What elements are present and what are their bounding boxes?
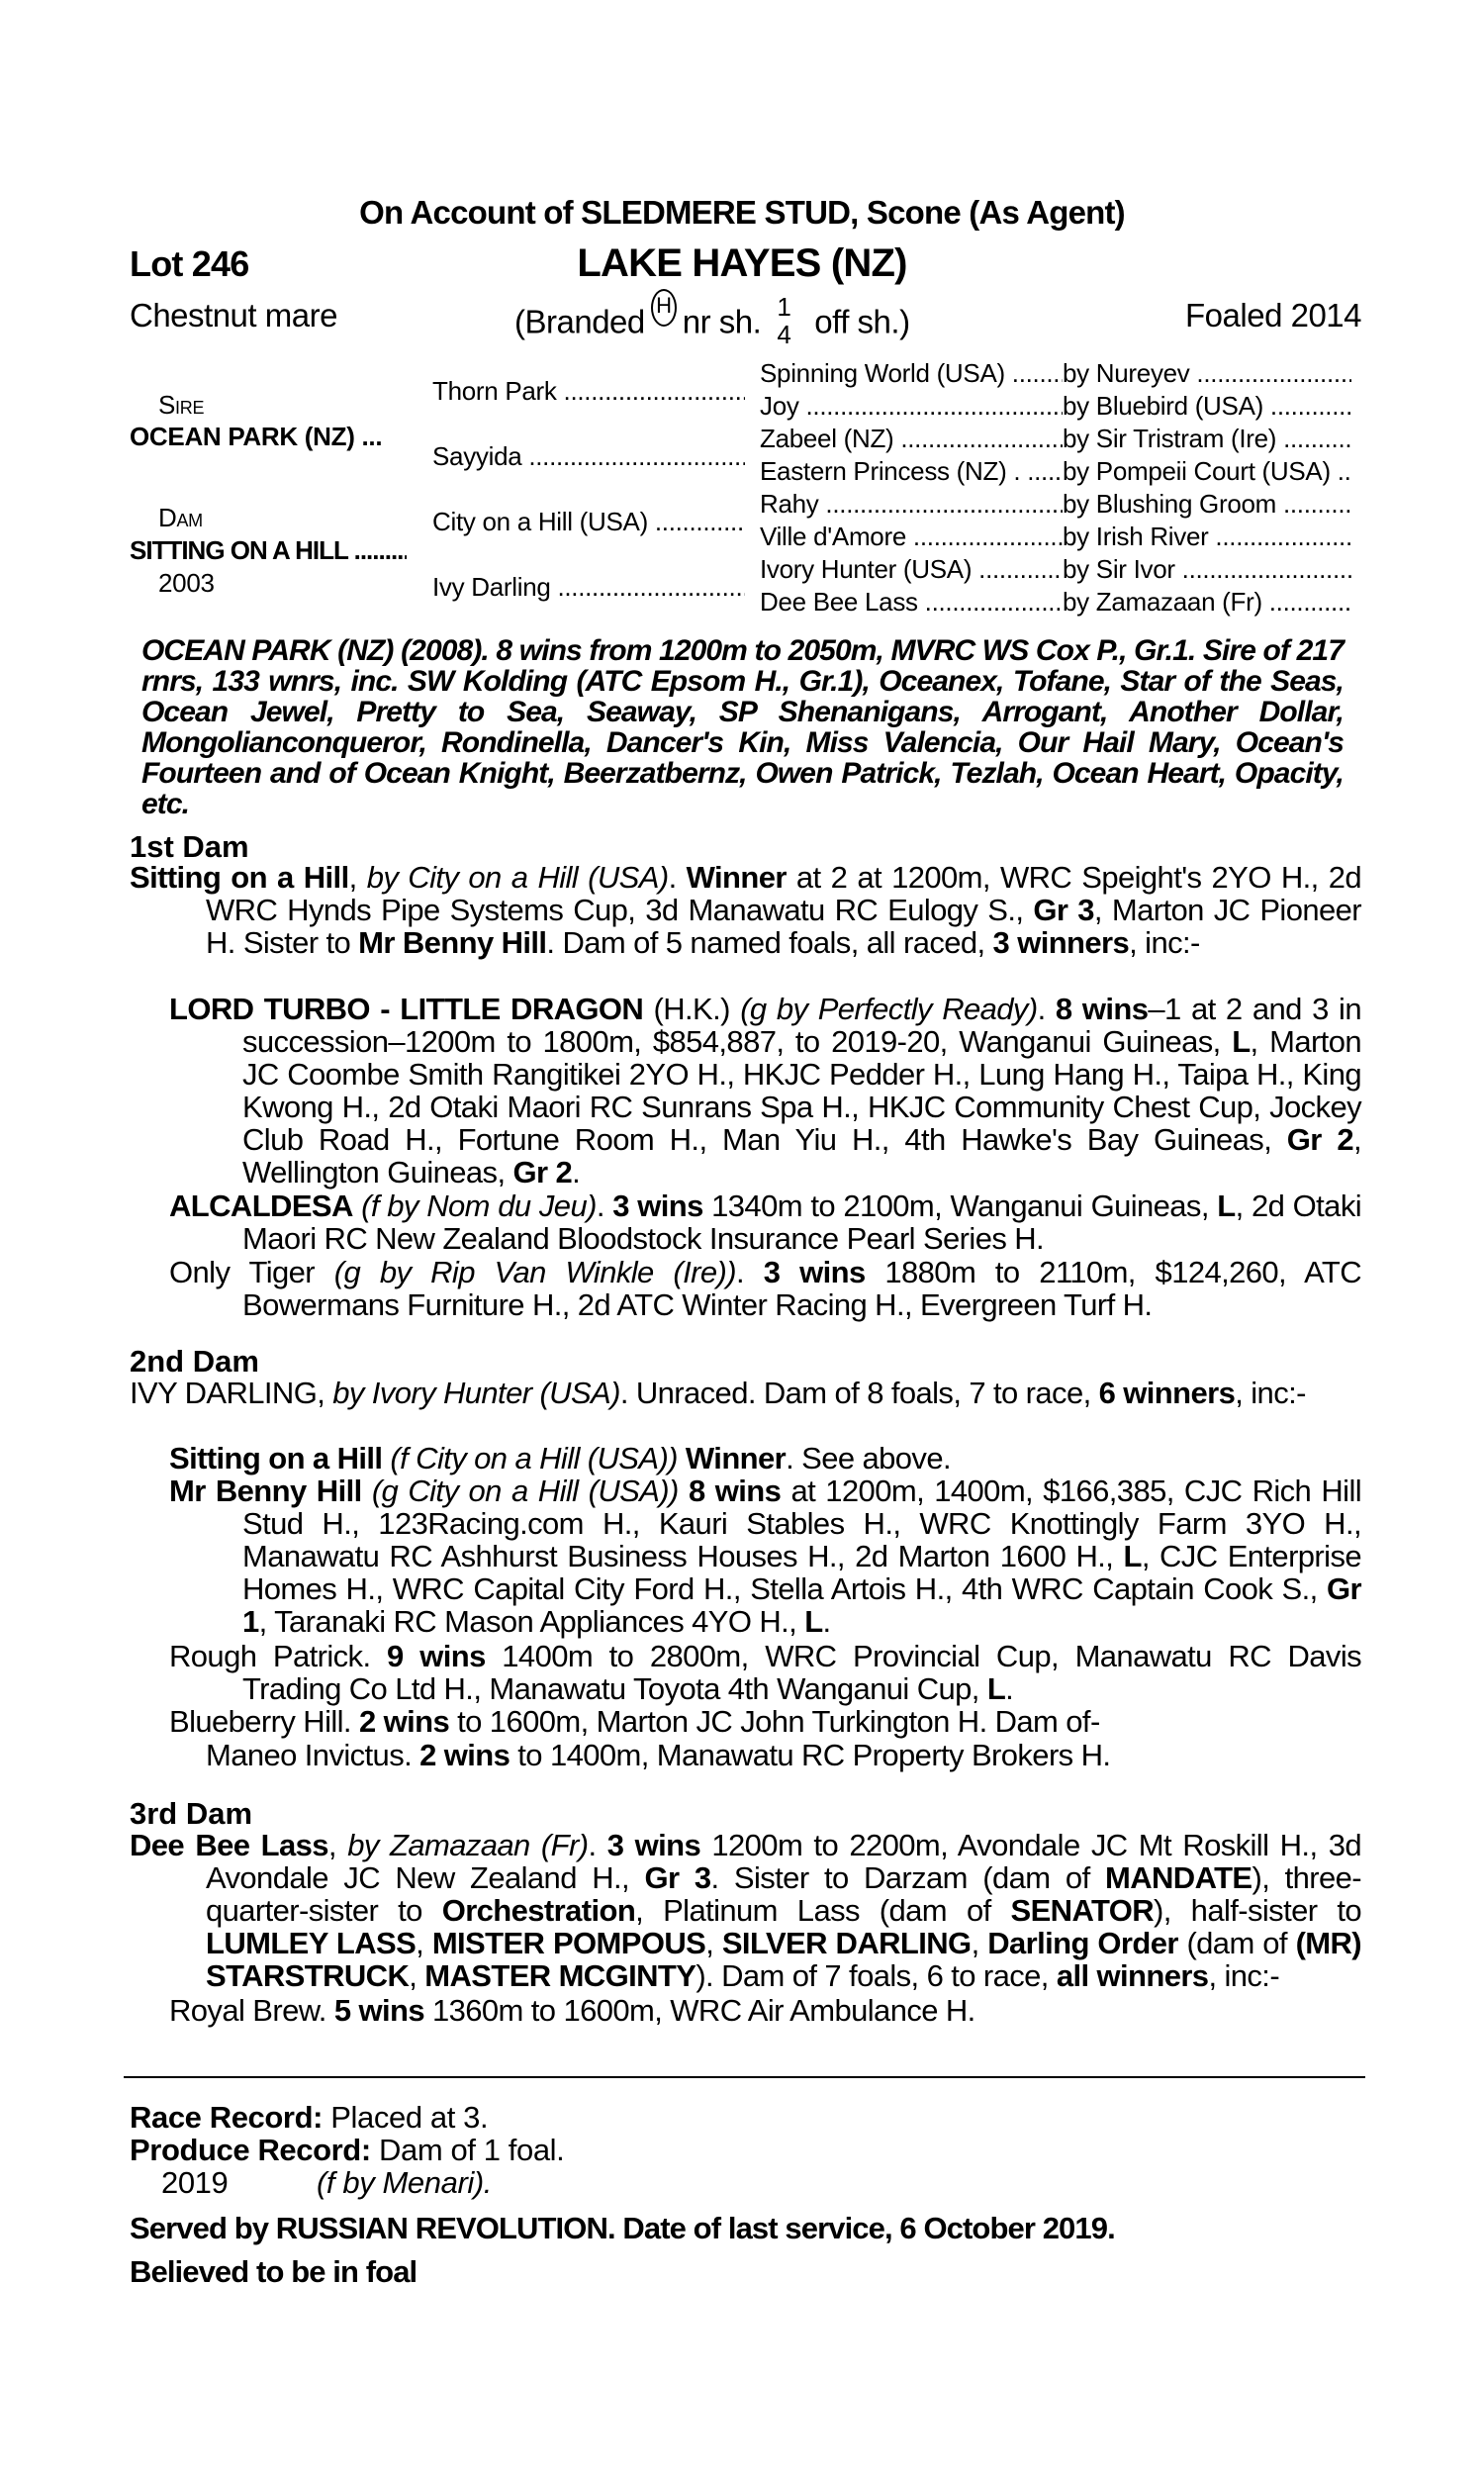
- brand-mid: nr sh.: [682, 303, 762, 340]
- bold-text: Orchestration: [441, 1893, 636, 1928]
- family-entry: [206, 1739, 1361, 1771]
- pedigree-gen3-2: Zabeel (NZ) .....: [760, 424, 1063, 454]
- text: , inc:-: [1129, 925, 1200, 960]
- bold-text: 3 wins: [606, 1828, 701, 1862]
- produce-year: 2019: [161, 2165, 229, 2200]
- bold-text: ALCALDESA: [169, 1189, 353, 1223]
- colour-sex: Chestnut mare: [130, 297, 337, 333]
- bold-text: Gr 3: [644, 1860, 711, 1895]
- text: ,: [327, 1828, 348, 1862]
- text: . Sister to Darzam (dam of: [710, 1860, 1105, 1895]
- text: , inc:-: [1208, 1958, 1280, 1993]
- pedigree-gen4-1: by Bluebird (USA) .....: [1063, 391, 1351, 422]
- fraction-denominator: 4: [777, 320, 791, 349]
- dam-name: SITTING ON A HILL .....: [130, 535, 407, 566]
- text: , Marton JC Pioneer H. Sister to: [206, 893, 1361, 960]
- text: to 1600m, Marton JC John Turkington H. Dam of-: [449, 1704, 1100, 1739]
- text: Maneo Invictus.: [206, 1738, 420, 1772]
- family-entry: [130, 1376, 1361, 1410]
- bold-text: 2 wins: [419, 1738, 510, 1772]
- text: ). Dam of 7 foals, 6 to race,: [696, 1958, 1057, 1993]
- lot-number: Lot 246: [130, 243, 249, 284]
- divider: [124, 2076, 1365, 2078]
- dam-label: Dam: [158, 503, 203, 532]
- pedigree-gen2-1: Sayyida .....: [432, 441, 745, 472]
- family-entry: [169, 1255, 1361, 1322]
- text: .: [735, 1255, 764, 1289]
- bold-text: Winner: [685, 1441, 787, 1475]
- bold-text: Mr Benny Hill: [169, 1474, 362, 1508]
- produce-foal: (f by Menari).: [317, 2165, 492, 2200]
- bold-text: LUMLEY LASS: [206, 1926, 417, 1960]
- text: .: [572, 1155, 581, 1189]
- race-record: [130, 2100, 488, 2136]
- text: ,: [409, 1958, 425, 1993]
- section-heading: 1st Dam: [130, 829, 249, 864]
- bold-text: MANDATE: [1105, 1860, 1252, 1895]
- pedigree-gen4-3: by Pompeii Court (USA) .....: [1063, 456, 1351, 487]
- race-record-value: Placed at 3.: [323, 2100, 489, 2135]
- bold-text: L: [1123, 1539, 1142, 1573]
- pedigree-gen3-1: Joy .....: [760, 391, 1063, 422]
- bold-text: L: [1217, 1189, 1236, 1223]
- text: [362, 1474, 372, 1508]
- bold-text: 8 wins: [688, 1474, 782, 1508]
- text: Rough Patrick.: [169, 1639, 388, 1673]
- vendor-heading: On Account of SLEDMERE STUD, Scone (As Agent): [359, 194, 1125, 231]
- text: to 1400m, Manawatu RC Property Brokers H.: [510, 1738, 1111, 1772]
- bold-text: 8 wins: [1055, 992, 1149, 1026]
- text: Royal Brew.: [169, 1993, 334, 2028]
- brand-prefix: (Branded: [514, 303, 645, 340]
- pedigree-gen3-3: Eastern Princess (NZ) . .....: [760, 456, 1063, 487]
- text: ,: [348, 860, 367, 895]
- text: 1360m to 1600m, WRC Air Ambulance H.: [423, 1993, 975, 2028]
- pedigree-gen4-4: by Blushing Groom .....: [1063, 489, 1351, 520]
- italic-text: (g City on a Hill (USA)): [371, 1474, 679, 1508]
- text: .: [822, 1604, 831, 1639]
- text: .: [1005, 1671, 1014, 1706]
- bold-text: Darling Order: [987, 1926, 1178, 1960]
- text: at 1200m, 1400m, $166,385, CJC Rich Hill Stud H., 123Racing.com H., Kauri Stables H., WRC Knottingly Farm 3YO H., Manawatu RC Ashhurst Business Houses H., 2d Marton 1600 H.,: [242, 1474, 1362, 1573]
- family-entry: [169, 1441, 1361, 1475]
- bold-text: Dee Bee Lass: [130, 1828, 328, 1862]
- bold-text: Sitting on a Hill: [130, 860, 349, 895]
- foaled-year: Foaled 2014: [1185, 297, 1361, 333]
- text: [679, 1474, 689, 1508]
- family-entry: [130, 1828, 1362, 1993]
- pedigree-gen2-0: Thorn Park .....: [432, 376, 745, 407]
- italic-text: by City on a Hill (USA): [366, 860, 669, 895]
- italic-text: by Zamazaan (Fr): [347, 1828, 589, 1862]
- bold-text: Mr Benny Hill: [358, 925, 547, 960]
- sire-label: Sire: [158, 390, 205, 420]
- pedigree-gen2-3: Ivy Darling .....: [432, 572, 745, 603]
- in-foal-note: Believed to be in foal: [130, 2254, 417, 2289]
- bold-text: SENATOR: [1010, 1893, 1155, 1928]
- text: ,: [416, 1926, 432, 1960]
- text: 1340m to 2100m, Wanganui Guineas,: [702, 1189, 1218, 1223]
- pedigree-gen3-4: Rahy .....: [760, 489, 1063, 520]
- brand-description: [514, 292, 910, 352]
- text: IVY DARLING,: [130, 1376, 333, 1410]
- text: ), half-sister to: [1154, 1893, 1362, 1928]
- bold-text: all winners: [1056, 1958, 1209, 1993]
- produce-record-label: Produce Record:: [130, 2133, 371, 2167]
- bold-text: Gr 3: [1033, 893, 1094, 927]
- produce-record: [130, 2133, 564, 2168]
- family-entry: [169, 992, 1361, 1189]
- bold-text: L: [986, 1671, 1006, 1706]
- bold-text: 3 wins: [763, 1255, 866, 1289]
- text: . Dam of 5 named foals, all raced,: [546, 925, 993, 960]
- horse-name: LAKE HAYES (NZ): [577, 241, 907, 285]
- brand-h-icon: H: [651, 289, 677, 327]
- pedigree-gen3-0: Spinning World (USA) .....: [760, 358, 1063, 389]
- bold-text: SILVER DARLING: [721, 1926, 972, 1960]
- text: . Unraced. Dam of 8 foals, 7 to race,: [619, 1376, 1099, 1410]
- text: 1400m to 2800m, WRC Provincial Cup, Manawatu RC Davis Trading Co Ltd H., Manawatu Toyota 4th Wanganui Cup,: [242, 1639, 1362, 1706]
- text: , Platinum Lass (dam of: [635, 1893, 1011, 1928]
- brand-fraction: [777, 293, 790, 348]
- pedigree-gen3-6: Ivory Hunter (USA) .....: [760, 554, 1063, 585]
- text: ,: [971, 1926, 988, 1960]
- service-note: Served by RUSSIAN REVOLUTION. Date of last service, 6 October 2019.: [130, 2211, 1115, 2245]
- bold-text: Winner: [686, 860, 787, 895]
- text: Blueberry Hill.: [169, 1704, 359, 1739]
- section-heading: 2nd Dam: [130, 1344, 259, 1379]
- bold-text: 5 wins: [333, 1993, 424, 2028]
- bold-text: 3 winners: [992, 925, 1130, 960]
- section-heading: 3rd Dam: [130, 1796, 253, 1831]
- text: Only Tiger: [169, 1255, 334, 1289]
- bold-text: LORD TURBO - LITTLE DRAGON: [169, 992, 644, 1026]
- text: . See above.: [786, 1441, 951, 1475]
- text: ,: [705, 1926, 722, 1960]
- text: [353, 1189, 361, 1223]
- text: , Marton JC Coombe Smith Rangitikei 2YO H., HKJC Pedder H., Lung Hang H., Taipa H., King Kwong H., 2d Otaki Maori RC Sunrans Spa H., HKJC Community Chest Cup, Jockey Club Road H., Fortune Room H., Man Yiu H., 4th Hawke's Bay Guineas,: [242, 1024, 1361, 1157]
- bold-text: 6 winners: [1098, 1376, 1236, 1410]
- fraction-numerator: 1: [777, 292, 791, 322]
- bold-text: 3 wins: [612, 1189, 703, 1223]
- family-entry: [169, 1639, 1362, 1706]
- dam-year: 2003: [158, 568, 215, 598]
- text: , Wellington Guineas,: [242, 1122, 1361, 1189]
- pedigree-gen4-7: by Zamazaan (Fr) .....: [1063, 587, 1351, 618]
- family-entry: [169, 1993, 1361, 2028]
- text: 1880m to 2110m, $124,260, ATC Bowermans Furniture H., 2d ATC Winter Racing H., Evergreen Turf H.: [242, 1255, 1361, 1322]
- pedigree-gen4-6: by Sir Ivor .....: [1063, 554, 1351, 585]
- text: , inc:-: [1235, 1376, 1306, 1410]
- bold-text: MASTER MCGINTY: [424, 1958, 696, 1993]
- family-entry: [169, 1704, 1361, 1739]
- text: .: [1037, 992, 1056, 1026]
- bold-text: Gr 2: [512, 1155, 573, 1189]
- italic-text: (g by Perfectly Ready): [740, 992, 1038, 1026]
- bold-text: Gr 2: [1286, 1122, 1353, 1157]
- text: at 2 at 1200m, WRC Speight's 2YO H., 2d WRC Hynds Pipe Systems Cup, 3d Manawatu RC Eulogy S.,: [206, 860, 1361, 927]
- text: 1200m to 2200m, Avondale JC Mt Roskill H., 3d Avondale JC New Zealand H.,: [206, 1828, 1361, 1895]
- italic-text: (f by Nom du Jeu): [361, 1189, 597, 1223]
- text: .: [588, 1828, 607, 1862]
- text: ), three-quarter-sister to: [206, 1860, 1362, 1928]
- bold-text: L: [1232, 1024, 1251, 1059]
- text: –1 at 2 and 3 in succession–1200m to 1800m, $854,887, to 2019-20, Wanganui Guineas,: [242, 992, 1361, 1059]
- family-entry: [169, 1474, 1362, 1639]
- pedigree-gen3-5: Ville d'Amore .....: [760, 522, 1063, 552]
- text: , CJC Enterprise Homes H., WRC Capital City Ford H., Stella Artois H., 4th WRC Captain Cook S.,: [242, 1539, 1361, 1606]
- bold-text: L: [804, 1604, 823, 1639]
- produce-record-value: Dam of 1 foal.: [370, 2133, 565, 2167]
- bold-text: Sitting on a Hill: [169, 1441, 383, 1475]
- text: , Taranaki RC Mason Appliances 4YO H.,: [258, 1604, 805, 1639]
- race-record-label: Race Record:: [130, 2100, 324, 2135]
- bold-text: (MR) STARSTRUCK: [206, 1926, 1362, 1993]
- pedigree-gen4-5: by Irish River .....: [1063, 522, 1351, 552]
- bold-text: 2 wins: [358, 1704, 450, 1739]
- family-entry: [130, 860, 1361, 960]
- pedigree-gen3-7: Dee Bee Lass .....: [760, 587, 1063, 618]
- brand-suffix: off sh.): [814, 303, 910, 340]
- text: (dam of: [1177, 1926, 1296, 1960]
- text: (H.K.): [643, 992, 741, 1026]
- text: .: [596, 1189, 613, 1223]
- bold-text: Gr 1: [242, 1571, 1361, 1639]
- bold-text: 9 wins: [387, 1639, 486, 1673]
- italic-text: (g by Rip Van Winkle (Ire)): [333, 1255, 736, 1289]
- pedigree-gen2-2: City on a Hill (USA) .....: [432, 507, 745, 537]
- family-entry: [169, 1189, 1362, 1256]
- italic-text: by Ivory Hunter (USA): [332, 1376, 620, 1410]
- bold-text: MISTER POMPOUS: [431, 1926, 706, 1960]
- pedigree-gen4-2: by Sir Tristram (Ire) .....: [1063, 424, 1351, 454]
- text: , 2d Otaki Maori RC New Zealand Bloodstock Insurance Pearl Series H.: [242, 1189, 1362, 1256]
- sire-name: OCEAN PARK (NZ) .....: [130, 422, 381, 452]
- text: [678, 1441, 686, 1475]
- sire-summary: OCEAN PARK (NZ) (2008). 8 wins from 1200m to 2050m, MVRC WS Cox P., Gr.1. Sire of 217 rnrs, 133 wnrs, inc. SW Kolding (ATC Epsom H., Gr.1), Oceanex, Tofane, Star of the Seas, Ocean Jewel, Pretty to Sea, Seaway, SP Shenanigans, Arrogant, Another Dollar, Mongolianconqueror, Rondinella, Dancer's Kin, Miss Valencia, Our Hail Mary, Ocean's Fourteen and of Ocean Knight, Beerzatbernz, Owen Patrick, Tezlah, Ocean Heart, Opacity, etc.: [141, 634, 1344, 820]
- pedigree-gen4-0: by Nureyev .....: [1063, 358, 1351, 389]
- text: .: [668, 860, 687, 895]
- italic-text: (f City on a Hill (USA)): [390, 1441, 678, 1475]
